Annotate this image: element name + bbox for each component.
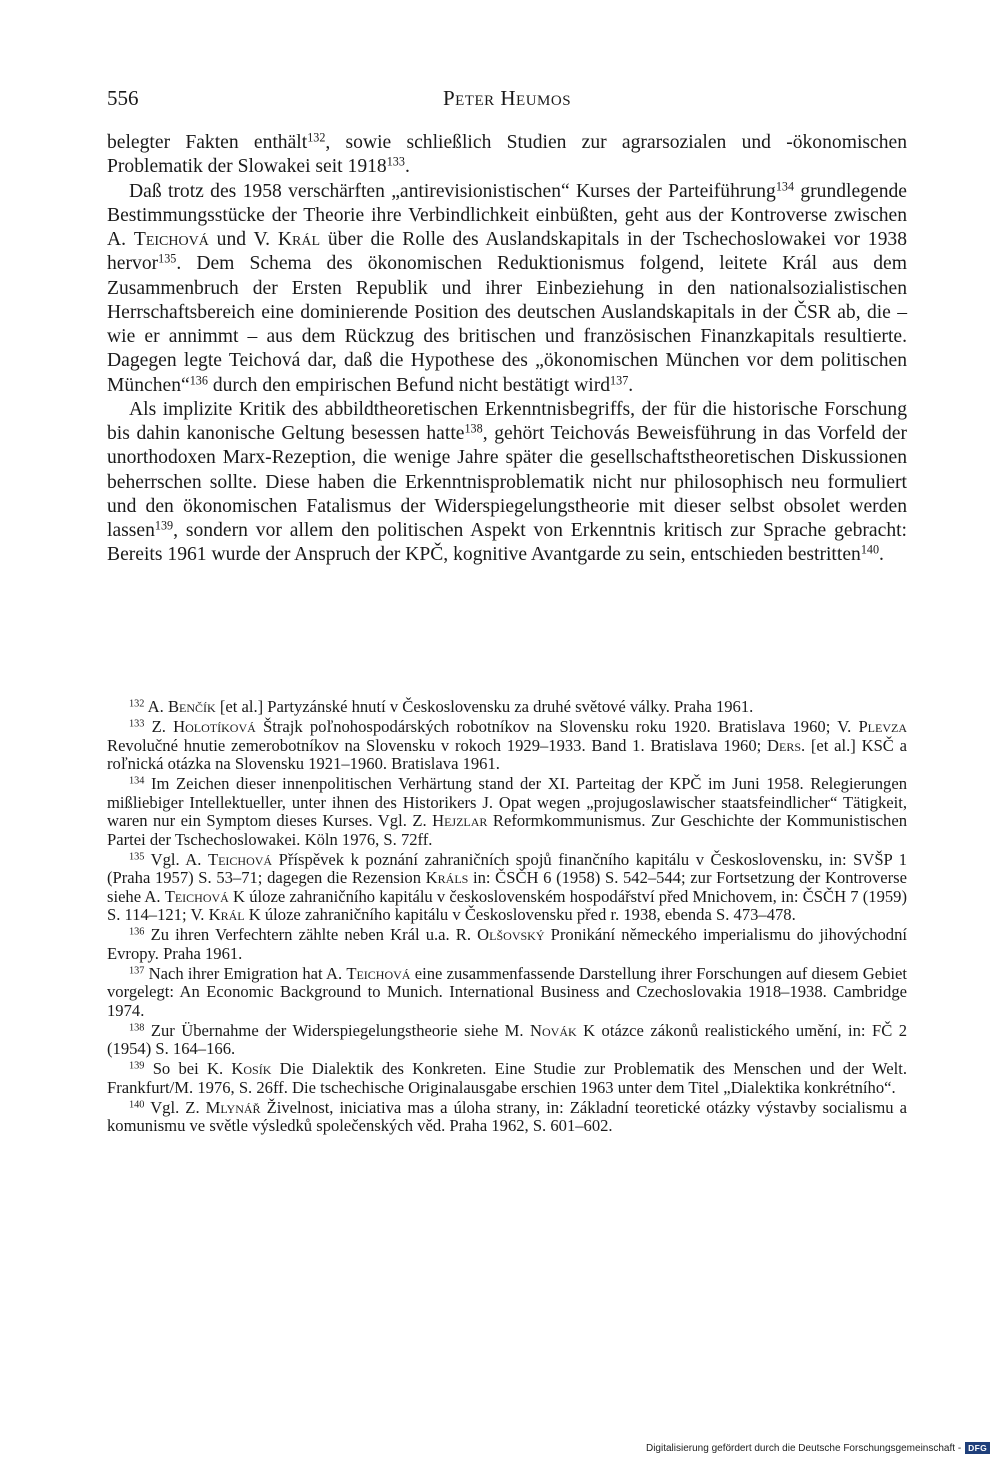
footnote <box>107 775 907 849</box>
footnote-reference: 139 <box>154 518 174 533</box>
text-run: Z. <box>151 717 174 736</box>
text-run: . <box>404 156 410 178</box>
footnote-reference: 140 <box>860 542 880 557</box>
footnote-reference: 134 <box>775 178 795 193</box>
text-run: A. <box>147 697 168 716</box>
main-text <box>107 131 907 568</box>
footnote <box>107 851 907 925</box>
footnotes-section <box>107 698 907 1137</box>
text-run: Vgl. A. <box>150 849 208 869</box>
text-run: Revolučné hnutie zemerobotníkov na Slovensku v rokoch 1929–1933. Band 1. Bratislava 1960; <box>107 735 767 755</box>
text-run: . <box>628 374 634 396</box>
text-run: und V. <box>208 229 278 250</box>
text-run: , sondern vor allem den politischen Aspekt von Erkenntnis kritisch zur Sprache gebracht: Bereits 1961 wurde der Anspruch der KPČ, kognitive Avantgarde zu sein, entschieden bestritten <box>107 520 907 566</box>
text-run: Zur Übernahme der Widerspiegelungstheorie siehe M. <box>150 1020 531 1040</box>
footnote <box>107 718 907 774</box>
author-name: Teichová <box>164 886 229 906</box>
author-name: Mlynář <box>205 1097 261 1117</box>
dfg-logo: DFG <box>965 1442 990 1454</box>
text-run: , sowie schließlich Studien zur agrarsozialen und -ökonomischen Problematik der Slowakei seit 1918 <box>107 132 907 178</box>
footnote-number: 132 <box>129 698 145 710</box>
author-name: Benčík <box>167 697 216 716</box>
author-name: Olšovský <box>477 925 545 944</box>
text-run: , gehört Teichovás Beweisführung in das Vorfeld der unorthodoxen Marx-Rezeption, die wenige Jahre später die gesellschaftstheoretischen Diskussionen beherrschen sollte. Diese haben die Erkenntnisproblematik nicht nur philosophisch neu formuliert und den ökonomischen Fatalismus der Widerspiegelungstheorie mit dieser selbst obsolet werden lassen <box>107 423 908 541</box>
footnote-number: 139 <box>129 1060 145 1072</box>
author-name: Novák <box>530 1020 577 1040</box>
text-run: Die Dialektik des Konkreten. Eine Studie zur Problematik des Menschen und der Welt. Frankfurt/M. 1976, S. 26ff. Die tschechische Originalausgabe erschien 1963 unter dem Titel „Dialektika konkrétního“. <box>107 1059 907 1097</box>
author-name: Plevza <box>858 717 907 736</box>
body-paragraph <box>107 131 907 180</box>
text-run: durch den empirischen Befund nicht bestätigt wird <box>207 374 611 396</box>
author-name: Holotíková <box>173 717 256 736</box>
text-run: in: ČSČH 6 (1958) S. 542–544; zur Fortsetzung der Kontroverse siehe A. <box>107 868 907 906</box>
text-run: Vgl. Z. <box>150 1097 206 1117</box>
text-run: Štrajk poľnohospodárských robotníkov na Slovensku roku 1920. Bratislava 1960; V. <box>255 717 859 736</box>
text-run: Reformkommunismus. Zur Geschichte der Kommunistischen Partei der Tschechoslowakei. Köln 1976, S. 72ff. <box>107 811 907 849</box>
footnote-reference: 138 <box>464 421 483 436</box>
text-run: eine zusammenfassende Darstellung ihrer Forschungen auf diesem Gebiet vorgelegt: An Economic Background to Munich. International Business and Czechoslovakia 1918–1938. Cambridge 1974. <box>107 963 907 1020</box>
footnote <box>107 1099 907 1136</box>
text-run: Živelnost, iniciativa mas a úloha strany, in: Základní teoretické otázky výstavby socialismu a komunismu ve světle výsledků společenských věd. Praha 1962, S. 601–602. <box>107 1097 908 1135</box>
author-name: Kosík <box>231 1059 272 1078</box>
text-run: Pronikání německého imperialismu do jihovýchodní Evropy. Praha 1961. <box>107 925 907 963</box>
footnote-number: 133 <box>129 718 145 730</box>
footnote-reference: 137 <box>610 372 629 387</box>
page-number: 556 <box>107 86 139 110</box>
author-name: Teichová <box>133 229 209 250</box>
footnote-number: 137 <box>129 964 145 976</box>
text-run: Im Zeichen dieser innenpolitischen Verhärtung stand der XI. Parteitag der KPČ im Juni 1958. Relegierungen mißliebiger Intellektueller, unter ihnen des Historikers J. Opat wegen „projugoslawischer staatsfeindlicher“ Tätigkeit, waren nur ein Symptom dieses Kurses. Vgl. Z. <box>107 774 907 830</box>
author-name: Králs <box>425 868 469 887</box>
footnote-number: 138 <box>129 1021 145 1033</box>
footnote-reference: 135 <box>158 251 177 266</box>
text-run: K úloze zahraničního kapitálu v československém hospodářství před Mnichovem, in: ČSČH 7 (1959) S. 114–121; V. <box>107 886 908 924</box>
footnote <box>107 965 907 1021</box>
footnote <box>107 698 907 717</box>
text-run: Příspěvek k poznání zahraničních spojů finančního kapitálu v Československu, in: SVŠP 1 (Praha 1957) S. 53–71; dagegen die Rezension <box>107 849 907 887</box>
footnote-reference: 136 <box>189 372 208 387</box>
body-paragraph <box>107 398 907 568</box>
footnote-number: 136 <box>129 926 145 938</box>
page-header <box>107 83 907 113</box>
author-name: Hejzlar <box>432 811 488 830</box>
footnote-reference: 133 <box>386 154 405 169</box>
digitization-footer <box>646 1440 990 1456</box>
text-run: So bei K. <box>152 1059 232 1078</box>
text-run: grundlegende Bestimmungsstücke der Theorie ihre Verbindlichkeit einbüßten, geht aus der Kontroverse zwischen A. <box>107 180 907 250</box>
footnote <box>107 1022 907 1059</box>
author-name: Ders. <box>767 735 806 755</box>
text-run: Zu ihren Verfechtern zählte neben Král u.a. R. <box>150 925 478 944</box>
author-name: Král <box>277 229 321 250</box>
footnote <box>107 1060 907 1097</box>
text-run: belegter Fakten enthält <box>107 132 308 153</box>
text-run: Als implizite Kritik des abbildtheoretischen Erkenntnisbegriffs, der für die historische Forschung bis dahin kanonische Geltung besessen hatte <box>107 398 907 444</box>
author-name: Teichová <box>346 963 411 983</box>
footnote-number: 135 <box>129 850 145 862</box>
footnote-number: 134 <box>129 775 145 787</box>
body-paragraph <box>107 180 907 398</box>
text-run: Daß trotz des 1958 verschärften „antirevisionistischen“ Kurses der Parteiführung <box>129 180 776 202</box>
text-run: . <box>879 544 884 566</box>
author-name: Král <box>208 905 245 924</box>
text-run: K otázce zákonů realistického umění, in: FČ 2 (1954) S. 164–166. <box>107 1020 908 1058</box>
text-run: über die Rolle des Auslandskapitals in der Tschechoslowakei vor 1938 hervor <box>107 229 907 275</box>
running-head: Peter Heumos <box>442 86 572 110</box>
footer-credit-text: Digitalisierung gefördert durch die Deutsche Forschungsgemeinschaft - <box>645 1442 962 1454</box>
text-run: K úloze zahraničního kapitálu v Československu před r. 1938, ebenda S. 473–478. <box>244 905 796 924</box>
footnote <box>107 926 907 963</box>
footnote-number: 140 <box>129 1098 145 1110</box>
text-run: [et al.] Partyzánské hnutí v Československu za druhé světové války. Praha 1961. <box>215 697 754 716</box>
author-name: Teichová <box>207 849 273 869</box>
text-run: [et al.] KSČ a roľnická otázka na Slovensku 1921–1960. Bratislava 1961. <box>107 735 907 773</box>
text-run: Nach ihrer Emigration hat A. <box>148 963 347 983</box>
text-run: . Dem Schema des ökonomischen Reduktionismus folgend, leitete Král aus dem Zusammenbruch der Ersten Republik und ihrer Einbeziehung in den nationalsozialistischen Herrschaftsbereich eine dominierende Position des deutschen Auslandskapitals in der ČSR ab, die – wie er annimmt – aus dem Rückzug des britischen und französischen Finanzkapitals resultierte. Dagegen legte Teichová dar, daß die Hypothese des „ökonomischen München vor dem politischen München“ <box>107 253 907 396</box>
footnote-reference: 132 <box>307 130 326 145</box>
